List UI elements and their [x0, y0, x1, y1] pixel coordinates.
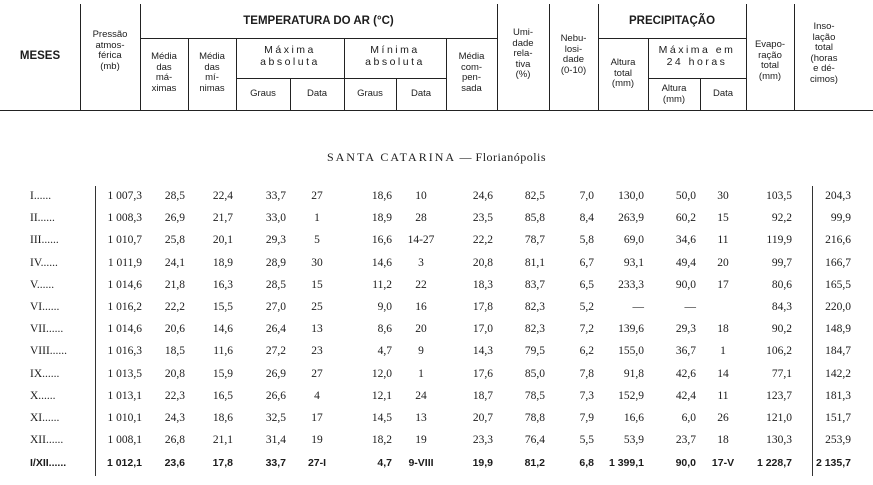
- cell-insol: 181,3: [825, 389, 851, 402]
- cell-prec-total: 16,6: [623, 412, 644, 424]
- station-title: [0, 150, 873, 165]
- cell-umid: 85,8: [524, 212, 545, 225]
- cell-insol: 151,7: [825, 412, 851, 424]
- cell-min-graus: 12,1: [371, 389, 392, 402]
- cell-mes: X......: [30, 389, 56, 402]
- cell-prec-data: 15: [717, 212, 729, 225]
- cell-nebul: 7,0: [579, 190, 594, 202]
- cell-evap: 90,2: [771, 323, 792, 336]
- cell-mes: XI......: [30, 412, 60, 424]
- cell-prec-total: —: [632, 301, 644, 313]
- cell-max-data: 17: [311, 412, 323, 424]
- cell-prec-max: 36,7: [675, 345, 696, 358]
- cell-insol: 204,3: [825, 190, 851, 202]
- cell-prec-total: 152,9: [618, 389, 644, 402]
- cell-insol: 220,0: [825, 301, 851, 313]
- table-row: [0, 208, 873, 228]
- cell-med-comp: 18,3: [472, 278, 493, 291]
- cell-med-comp: 17,0: [472, 323, 493, 336]
- cell-nebul: 7,8: [579, 367, 594, 380]
- cell-insol: 253,9: [825, 434, 851, 447]
- station-state: SANTA CATARINA: [326, 150, 457, 164]
- cell-insol: 2 135,7: [815, 457, 851, 470]
- cell-prec-data: 1: [720, 345, 726, 358]
- cell-prec-total: 139,6: [618, 323, 644, 336]
- cell-med-max: 26,8: [164, 434, 185, 447]
- cell-nebul: 6,2: [579, 345, 594, 358]
- cell-min-data: 10: [415, 190, 427, 202]
- cell-med-max: 20,8: [164, 367, 185, 380]
- group-header-maxima-absoluta: Máxima absoluta: [260, 44, 320, 68]
- cell-min-data: 28: [415, 212, 427, 225]
- cell-med-min: 15,5: [212, 301, 233, 313]
- cell-prec-data: [700, 297, 746, 317]
- cell-prec-total: 91,8: [623, 367, 644, 380]
- cell-min-data: 1: [418, 367, 424, 380]
- cell-max-data: 5: [314, 234, 320, 247]
- cell-pressao: 1 016,3: [107, 345, 142, 358]
- station-city: Florianópolis: [475, 150, 547, 164]
- cell-max-data: 27: [311, 367, 323, 380]
- cell-med-comp: 19,9: [472, 457, 493, 470]
- cell-max-graus: 26,9: [265, 367, 286, 380]
- cell-pressao: 1 008,1: [107, 434, 142, 447]
- cell-min-graus: 9,0: [377, 301, 392, 313]
- cell-max-data: 1: [314, 212, 320, 225]
- cell-prec-max: 42,6: [675, 367, 696, 380]
- cell-min-graus: 12,0: [371, 367, 392, 380]
- cell-min-data: 19: [415, 434, 427, 447]
- cell-pressao: 1 014,6: [107, 278, 142, 291]
- cell-prec-data: 17: [717, 278, 729, 291]
- cell-max-graus: 27,2: [265, 345, 286, 358]
- cell-min-data: 16: [415, 301, 427, 313]
- cell-min-graus: 18,2: [371, 434, 392, 447]
- cell-max-data: 25: [311, 301, 323, 313]
- col-header-pressao: Pressão atmos- férica (mb): [92, 29, 128, 72]
- col-header-media-minimas: Média das mí- nimas: [199, 51, 225, 94]
- cell-med-comp: 17,8: [472, 301, 493, 313]
- cell-min-graus: 16,6: [371, 234, 392, 247]
- cell-max-graus: 33,7: [265, 457, 286, 470]
- table-row: [0, 408, 873, 428]
- col-header-max-graus: Graus: [250, 88, 276, 99]
- col-header-min-graus: Graus: [357, 88, 383, 99]
- cell-prec-data: 11: [717, 234, 729, 247]
- cell-min-data: 3: [418, 256, 424, 269]
- table-row: [0, 253, 873, 273]
- table-row: [0, 297, 873, 317]
- cell-umid: 82,3: [524, 323, 545, 336]
- cell-med-max: 26,9: [164, 212, 185, 225]
- cell-pressao: 1 016,2: [107, 301, 142, 313]
- rule: [0, 110, 873, 111]
- cell-med-max: 24,3: [164, 412, 185, 424]
- cell-evap: 123,7: [766, 389, 792, 402]
- cell-med-min: 11,6: [213, 345, 233, 358]
- cell-prec-total: 53,9: [623, 434, 644, 447]
- table-row: [0, 186, 873, 206]
- cell-umid: 82,5: [524, 190, 545, 202]
- cell-min-data: 13: [415, 412, 427, 424]
- cell-med-max: 24,1: [164, 256, 185, 269]
- cell-prec-max: 29,3: [675, 323, 696, 336]
- table-row: [0, 275, 873, 295]
- cell-med-comp: 20,7: [472, 412, 493, 424]
- cell-evap: 119,9: [766, 234, 792, 247]
- cell-pressao: 1 011,9: [107, 256, 142, 269]
- cell-nebul: 5,8: [579, 234, 594, 247]
- cell-min-graus: 11,2: [372, 278, 392, 291]
- cell-mes: V......: [30, 278, 55, 291]
- cell-med-max: 20,6: [164, 323, 185, 336]
- cell-evap: 106,2: [766, 345, 792, 358]
- cell-prec-max: —: [684, 301, 696, 313]
- cell-mes: VII......: [30, 323, 64, 336]
- cell-med-min: 22,4: [212, 190, 233, 202]
- cell-nebul: 5,5: [579, 434, 594, 447]
- cell-mes: I......: [30, 190, 52, 202]
- table-row: [0, 341, 873, 361]
- cell-prec-max: 60,2: [675, 212, 696, 225]
- col-header-prec-altura: Altura (mm): [661, 83, 687, 105]
- col-header-insolacao: Inso- lação total (horas e dé- cimos): [810, 21, 838, 85]
- cell-nebul: 6,5: [579, 278, 594, 291]
- table-row: [0, 386, 873, 406]
- cell-mes: IX......: [30, 367, 60, 380]
- station-separator: —: [459, 150, 473, 164]
- cell-prec-total: 69,0: [623, 234, 644, 247]
- cell-prec-max: 50,0: [675, 190, 696, 202]
- cell-med-comp: 22,2: [472, 234, 493, 247]
- cell-med-comp: 18,7: [472, 389, 493, 402]
- col-header-min-data: Data: [410, 88, 432, 99]
- cell-pressao: 1 013,5: [107, 367, 142, 380]
- cell-min-data: 14-27: [407, 234, 435, 247]
- cell-umid: 79,5: [524, 345, 545, 358]
- total-row: [0, 453, 873, 473]
- cell-max-data: 23: [311, 345, 323, 358]
- cell-max-graus: 27,0: [265, 301, 286, 313]
- cell-med-max: 18,5: [164, 345, 185, 358]
- cell-med-min: 18,9: [212, 256, 233, 269]
- cell-max-graus: 33,7: [265, 190, 286, 202]
- cell-nebul: 5,2: [579, 301, 594, 313]
- col-header-media-maximas: Média das má- ximas: [151, 51, 177, 94]
- cell-prec-total: 130,0: [618, 190, 644, 202]
- group-header-precipitacao: PRECIPITAÇÃO: [628, 15, 716, 27]
- cell-umid: 76,4: [524, 434, 545, 447]
- cell-mes: III......: [30, 234, 59, 247]
- cell-mes: II......: [30, 212, 55, 225]
- cell-min-graus: 8,6: [377, 323, 392, 336]
- cell-nebul: 7,9: [579, 412, 594, 424]
- group-header-temperatura: TEMPERATURA DO AR (°C): [243, 15, 394, 27]
- cell-min-data: 24: [415, 389, 427, 402]
- cell-pressao: 1 007,3: [107, 190, 142, 202]
- cell-med-min: 14,6: [212, 323, 233, 336]
- cell-max-graus: 33,0: [265, 212, 286, 225]
- cell-max-graus: 26,6: [265, 389, 286, 402]
- cell-prec-max: 49,4: [675, 256, 696, 269]
- cell-med-max: 23,6: [164, 457, 185, 470]
- cell-med-min: 16,5: [212, 389, 233, 402]
- cell-umid: 78,7: [524, 234, 545, 247]
- col-header-nebulosidade: Nebu- losi- dade (0-10): [560, 33, 587, 76]
- col-header-evaporacao: Evapo- ração total (mm): [754, 39, 786, 82]
- cell-prec-data: 18: [717, 434, 729, 447]
- cell-prec-data: 14: [717, 367, 729, 380]
- cell-mes: VI......: [30, 301, 60, 313]
- cell-evap: 80,6: [771, 278, 792, 291]
- cell-mes: IV......: [30, 256, 58, 269]
- cell-insol: 165,5: [825, 278, 851, 291]
- cell-prec-data: 18: [717, 323, 729, 336]
- cell-nebul: 6,8: [579, 457, 594, 470]
- cell-mes: XII......: [30, 434, 64, 447]
- cell-max-data: 30: [311, 256, 323, 269]
- table-row: [0, 319, 873, 339]
- cell-min-graus: 14,5: [371, 412, 392, 424]
- cell-umid: 82,3: [524, 301, 545, 313]
- cell-evap: 77,1: [771, 367, 792, 380]
- cell-max-graus: 32,5: [265, 412, 286, 424]
- cell-umid: 78,5: [524, 389, 545, 402]
- cell-pressao: 1 014,6: [107, 323, 142, 336]
- cell-nebul: 7,2: [579, 323, 594, 336]
- cell-pressao: 1 008,3: [107, 212, 142, 225]
- cell-max-data: 27: [311, 190, 323, 202]
- cell-med-comp: 23,3: [472, 434, 493, 447]
- cell-min-data: 9: [418, 345, 424, 358]
- cell-min-data: 9-VIII: [408, 457, 434, 470]
- cell-max-graus: 29,3: [265, 234, 286, 247]
- cell-pressao: 1 012,1: [106, 457, 142, 470]
- cell-max-graus: 26,4: [265, 323, 286, 336]
- cell-pressao: 1 010,7: [107, 234, 142, 247]
- group-header-minima-absoluta: Mínima absoluta: [365, 44, 425, 68]
- cell-evap: 121,0: [766, 412, 792, 424]
- cell-prec-max: 90,0: [675, 457, 696, 470]
- cell-max-graus: 31,4: [265, 434, 286, 447]
- cell-evap: 1 228,7: [756, 457, 792, 470]
- col-header-umidade: Umi- dade rela- tiva (%): [512, 27, 534, 80]
- col-header-prec-data: Data: [712, 88, 734, 99]
- cell-nebul: 7,3: [579, 389, 594, 402]
- cell-evap: 84,3: [771, 301, 792, 313]
- cell-med-max: 21,8: [164, 278, 185, 291]
- cell-med-min: 17,8: [212, 457, 233, 470]
- cell-med-comp: 24,6: [472, 190, 493, 202]
- cell-prec-total: 263,9: [618, 212, 644, 225]
- cell-med-max: 25,8: [164, 234, 185, 247]
- cell-med-max: 22,2: [164, 301, 185, 313]
- cell-med-min: 20,1: [212, 234, 233, 247]
- cell-med-min: 15,9: [212, 367, 233, 380]
- cell-med-comp: 23,5: [472, 212, 493, 225]
- cell-evap: 92,2: [771, 212, 792, 225]
- cell-prec-total: 1 399,1: [608, 457, 644, 470]
- cell-med-min: 18,6: [212, 412, 233, 424]
- cell-evap: 99,7: [771, 256, 792, 269]
- cell-med-min: 21,1: [212, 434, 233, 447]
- cell-mes: I/XII......: [30, 457, 67, 470]
- cell-med-max: 28,5: [164, 190, 185, 202]
- cell-insol: 148,9: [825, 323, 851, 336]
- cell-min-graus: 14,6: [371, 256, 392, 269]
- cell-evap: 103,5: [766, 190, 792, 202]
- cell-med-min: 21,7: [212, 212, 233, 225]
- table-row: [0, 364, 873, 384]
- table-row: [0, 230, 873, 250]
- cell-prec-max: 23,7: [675, 434, 696, 447]
- cell-insol: 184,7: [825, 345, 851, 358]
- cell-max-data: 13: [311, 323, 323, 336]
- data-table: [0, 186, 873, 482]
- cell-max-data: 4: [314, 389, 320, 402]
- cell-prec-data: 17-V: [711, 457, 735, 470]
- cell-min-graus: 18,6: [371, 190, 392, 202]
- cell-min-graus: 4,7: [377, 345, 392, 358]
- rule: [140, 38, 497, 39]
- col-header-media-compensada: Média com- pen- sada: [458, 51, 485, 94]
- cell-max-data: 15: [311, 278, 323, 291]
- cell-umid: 83,7: [524, 278, 545, 291]
- cell-insol: 142,2: [825, 367, 851, 380]
- rule: [648, 78, 746, 79]
- cell-pressao: 1 010,1: [107, 412, 142, 424]
- cell-max-graus: 28,5: [265, 278, 286, 291]
- rule: [236, 78, 446, 79]
- col-header-meses: MESES: [19, 50, 61, 62]
- cell-umid: 81,1: [524, 256, 545, 269]
- cell-nebul: 6,7: [579, 256, 594, 269]
- group-header-maxima-24h: Máxima em 24 horas: [658, 44, 736, 68]
- cell-prec-data: 26: [717, 412, 729, 424]
- cell-prec-data: 30: [717, 190, 729, 202]
- cell-min-graus: 18,9: [371, 212, 392, 225]
- cell-prec-max: 6,0: [681, 412, 696, 424]
- cell-med-comp: 20,8: [472, 256, 493, 269]
- col-header-max-data: Data: [306, 88, 328, 99]
- cell-med-max: 22,3: [164, 389, 185, 402]
- cell-insol: 99,9: [830, 212, 851, 225]
- cell-prec-data: 11: [717, 389, 729, 402]
- col-header-altura-total: Altura total (mm): [610, 57, 636, 89]
- cell-insol: 216,6: [825, 234, 851, 247]
- cell-max-graus: 28,9: [265, 256, 286, 269]
- cell-umid: 81,2: [524, 457, 545, 470]
- cell-min-data: 20: [415, 323, 427, 336]
- cell-nebul: 8,4: [579, 212, 594, 225]
- cell-prec-max: 42,4: [675, 389, 696, 402]
- cell-umid: 78,8: [524, 412, 545, 424]
- cell-med-comp: 14,3: [472, 345, 493, 358]
- cell-min-graus: 4,7: [377, 457, 392, 470]
- cell-med-min: 16,3: [212, 278, 233, 291]
- cell-prec-max: 34,6: [675, 234, 696, 247]
- cell-mes: VIII......: [30, 345, 68, 358]
- cell-min-data: 22: [415, 278, 427, 291]
- cell-umid: 85,0: [524, 367, 545, 380]
- cell-insol: 166,7: [825, 256, 851, 269]
- cell-prec-data: 20: [717, 256, 729, 269]
- table-row: [0, 430, 873, 450]
- cell-med-comp: 17,6: [472, 367, 493, 380]
- cell-prec-total: 233,3: [618, 278, 644, 291]
- cell-evap: 130,3: [766, 434, 792, 447]
- cell-prec-total: 93,1: [623, 256, 644, 269]
- rule: [598, 38, 746, 39]
- cell-max-data: 27-I: [307, 457, 327, 470]
- cell-pressao: 1 013,1: [107, 389, 142, 402]
- table-header: [0, 4, 873, 114]
- cell-max-data: 19: [311, 434, 323, 447]
- cell-prec-max: 90,0: [675, 278, 696, 291]
- cell-prec-total: 155,0: [618, 345, 644, 358]
